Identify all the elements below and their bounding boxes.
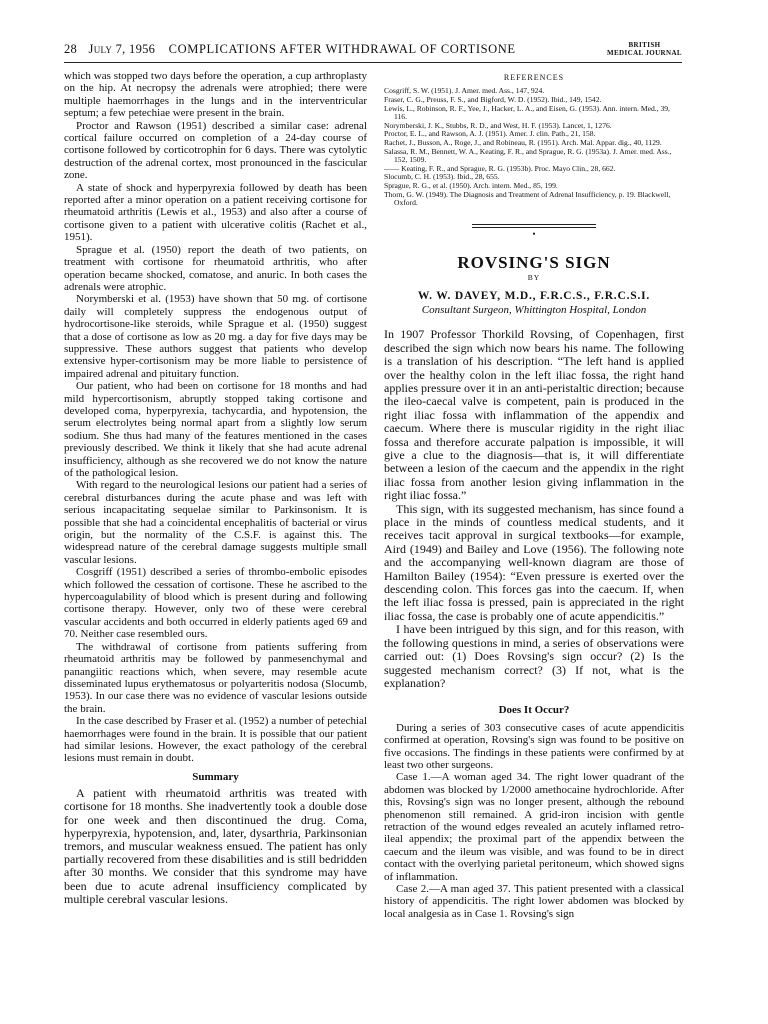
body-paragraph: Cosgriff (1951) described a series of thrombo-embolic episodes which followed the cessation of cortisone. These he ascribed to the hypercoagulability of blood which is present during and following cortisone therapy. However, only two of these were cerebral vascular accidents and both occurred in elderly patients aged 69 and 70. Neither case resembled ours. (64, 566, 367, 641)
reference-item: Thorn, G. W. (1949). The Diagnosis and Treatment of Adrenal Insufficiency, p. 19. Blackwell, Oxford. (384, 189, 671, 208)
right-column (384, 70, 684, 920)
body-paragraph: Norymberski et al. (1953) have shown that 50 mg. of cortisone daily will completely suppress the endogenous output of hydrocortisone-like steroids, while Sprague et al. (1950) suggest that a dose of cortisone as low as 20 mg. a day for five days may be suppressive. These authors suggest that patients who develop extensive hyper-cortisonism may be more liable to persistence of impaired adrenal and pituitary function. (64, 293, 367, 380)
author-affiliation: Consultant Surgeon, Whittington Hospital, London (421, 303, 647, 316)
subsection-heading: Does It Occur? (498, 704, 570, 717)
article-body (384, 328, 684, 920)
reference-item: Slocumb, C. H. (1953). Ibid., 28, 655. (384, 172, 500, 182)
reference-item: Norymberski, J. K., Stubbs, R. D., and West, H. F. (1953). Lancet, 1, 1276. (384, 120, 612, 130)
reference-item: Cosgriff, S. W. (1951). J. Amer. med. Ass., 147, 924. (384, 86, 545, 96)
reference-item: Proctor, E. L., and Rawson, A. J. (1951). Amer. J. clin. Path., 21, 158. (384, 129, 596, 139)
body-paragraph: With regard to the neurological lesions our patient had a series of cerebral disturbances during the acute phase and was left with serious incapacitating sequelae similar to Parkinsonism. It is possible that she had a coincidental encephalitis of bacterial or virus origin, but the normality of the C.S.F. is against this. The widespread nature of the cerebral damage suggests multiple small vascular lesions. (64, 479, 367, 566)
reference-item: Rachet, J., Busson, A., Roge, J., and Robineau, R. (1951). Arch. Mal. Appar. dig., 40, 1129. (384, 137, 662, 147)
body-paragraph: Our patient, who had been on cortisone for 18 months and had mild hypercortisonism, abruptly stopped taking cortisone and developed coma, hyperpyrexia, tachycardia, and hypotension, the serum electrolytes being normal apart from a slightly low serum sodium. She thus had many of the features mentioned in the cases previously described. We think it likely that she had acute adrenal insufficiency, although as she recovered we do not know the nature of the pathological lesion. (64, 380, 367, 479)
reference-item: Fraser, C. G., Preuss, F. S., and Bigford, W. D. (1952). Ibid., 149, 1542. (384, 95, 602, 104)
journal-name-line1: BRITISH (628, 41, 661, 49)
reference-item: —— Keating, F. R., and Sprague, R. G. (1953b). Proc. Mayo Clin., 28, 662. (384, 163, 616, 173)
article-paragraph: In 1907 Professor Thorkild Rovsing, of Copenhagen, first described the sign which now bears his name. The following is a translation of his description. “The left hand is applied over the healthy colon in the left iliac fossa, the right hand applies pressure over it in an anti-peristaltic direction; because the ileo-caecal valve is competent, pain is produced in the right iliac fossa with inflammation of the appendix and caecum. Where there is muscular rigidity in the right iliac fossa and therefore accurate palpation is impossible, it will give a clue to the diagnosis—that is, it will differentiate between a lesion of the caecum and the appendix in the right iliac fossa from another lesion giving inflammation in the right iliac fossa.” (384, 327, 684, 503)
page-number: 28 (64, 42, 78, 56)
body-paragraph: Proctor and Rawson (1951) described a similar case: adrenal cortical failure occurred on completion of a 24-day course of cortisone followed by corticotrophin for 6 days. There was cytolytic destruction of the adrenal cortex, most pronounced in the fascicular zone. (64, 119, 367, 182)
body-paragraph: The withdrawal of cortisone from patients suffering from rheumatoid arthritis may be followed by panmesenchymal and panangiitic reactions which, when severe, may resemble acute disseminated lupus erythematosus or polyarteritis nodosa (Slocumb, 1953). In our case there was no evidence of vascular lesions outside the brain. (64, 640, 367, 715)
bullet-ornament-icon: • (532, 228, 536, 239)
case-paragraph: Case 1.—A woman aged 34. The right lower quadrant of the abdomen was blocked by 1/2000 amethocaine hydrochloride. After this, Rovsing's sign was no longer present, although the rebound phenomenon still remained. A grid-iron incision with gentle retraction of the wound edges revealed an acutely inflamed retro-ileal appendix; the proximal part of the appendix between the caecum and the ileum was visible, and was found to be in direct contact with the overlying parietal peritoneum, which showed signs of inflammation. (384, 771, 684, 883)
article-title: ROVSING'S SIGN (457, 252, 611, 272)
page-header (64, 40, 682, 63)
body-paragraph: which was stopped two days before the operation, a cup arthroplasty on the hip. At necropsy the adrenals were atrophied; there were multiple haemorrhages in the lungs and in the interventricular septum; a few petechiae were present in the brain. (64, 70, 367, 120)
reference-item: Salassa, R. M., Bennett, W. A., Keating, F. R., and Sprague, R. G. (1953a). J. Amer. med. Ass., 152, 1509. (384, 146, 672, 165)
body-paragraph: Sprague et al. (1950) report the death of two patients, on treatment with cortisone for rheumatoid arthritis, who after operation became shocked, comatose, and anuric. In both cases the adrenals were atrophic. (64, 243, 367, 293)
issue-date: July 7, 1956 (88, 42, 156, 56)
article-author: W. W. DAVEY, M.D., F.R.C.S., F.R.C.S.I. (417, 289, 651, 302)
section-divider (472, 224, 596, 225)
summary-section (64, 787, 367, 906)
article-paragraph: During a series of 303 consecutive cases of acute appendicitis confirmed at operation, Rovsing's sign was found to be positive on five occasions. The findings in these patients were confirmed by at least two other surgeons. (384, 721, 684, 771)
journal-name-line2: MEDICAL JOURNAL (606, 49, 682, 57)
byline-by: BY (527, 273, 541, 283)
reference-item: Sprague, R. G., et al. (1950). Arch. intern. Med., 85, 199. (384, 180, 558, 190)
section-divider-thin (472, 227, 596, 228)
journal-name (607, 41, 682, 57)
references-heading: REFERENCES (503, 73, 565, 82)
reference-item: Lewis, L., Robinson, R. F., Yee, J., Hacker, L. A., and Eisen, G. (1953). Ann. intern. Med., 39, 116. (384, 103, 670, 122)
body-paragraph: In the case described by Fraser et al. (1952) a number of petechial haemorrhages were found in the brain. It is possible that our patient had similar lesions. However, the exact pathology of the cerebral lesions must remain in doubt. (64, 715, 367, 765)
article-paragraph: I have been intrigued by this sign, and for this reason, with the following questions in mind, a series of observations were carried out: (1) Does Rovsing's sign occur? (2) Is the suggested mechanism correct? (3) If not, what is the explanation? (384, 622, 684, 690)
article-paragraph: This sign, with its suggested mechanism, has since found a place in the minds of countless medical students, and it receives tacit approval in surgical textbooks—for example, Aird (1949) and Bailey and Love (1956). The following note and the accompanying well-known diagram are those of Hamilton Bailey (1954): “Even pressure is exerted over the descending colon. This forces gas into the caecum. If, when the left iliac fossa is pressed, pain is appreciated in the right iliac fossa, the case is probably one of acute appendicitis.” (384, 501, 684, 623)
running-title: COMPLICATIONS AFTER WITHDRAWAL OF CORTISONE (168, 42, 516, 56)
body-paragraph: A state of shock and hyperpyrexia followed by death has been reported after a minor operation on a patient receiving cortisone for rheumatoid arthritis (Lewis et al., 1953) and also after a course of cortisone given to a patient with ulcerative colitis (Rachet et al., 1951). (64, 181, 367, 244)
references-list (384, 87, 684, 207)
case-paragraph: Case 2.—A man aged 37. This patient presented with a classical history of appendicitis. The right lower abdomen was blocked by local analgesia as in Case 1. Rovsing's sign (384, 883, 684, 920)
summary-heading: Summary (192, 770, 239, 783)
summary-paragraph: A patient with rheumatoid arthritis was treated with cortisone for 18 months. She inadvertently took a double dose for one week and then discontinued the drug. Coma, hyperpyrexia, hypotension, and, later, dysarthria, Parkinsonian tremors, and muscular weakness ensued. The patient has only partially recovered from these disabilities and is still bedridden after 30 months. We consider that this syndrome may have been due to acute adrenal insufficiency complicated by multiple cerebral vascular lesions. (64, 786, 367, 906)
left-column (64, 70, 367, 906)
header-left (64, 42, 516, 57)
